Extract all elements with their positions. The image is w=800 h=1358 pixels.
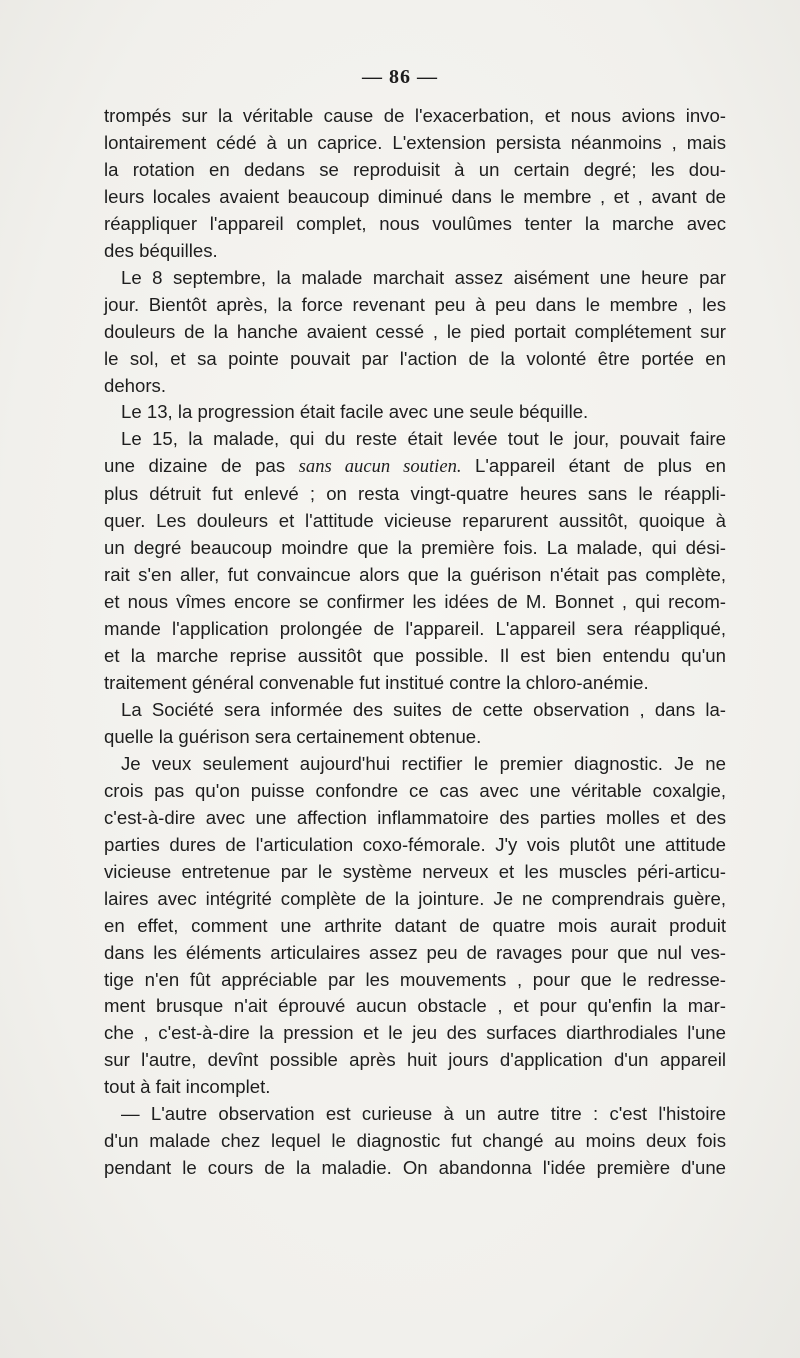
text-line: jour. Bientôt après, la force revenant peu à peu dans le membre , les (104, 293, 726, 315)
text-line: sur l'autre, devînt possible après huit jours d'application d'un appareil (104, 1049, 726, 1071)
text-line: Le 15, la malade, qui du reste était levée tout le jour, pouvait faire (121, 428, 726, 450)
paragraph-7 (104, 1101, 726, 1182)
text-line: leurs locales avaient beaucoup diminué dans le membre , et , avant de (104, 185, 726, 207)
text-line: le sol, et sa pointe pouvait par l'action de la volonté être portée en (104, 347, 726, 369)
text-line: che , c'est-à-dire la pression et le jeu des surfaces diarthrodiales l'une (104, 1022, 726, 1044)
text-line: c'est-à-dire avec une affection inflammatoire des parties molles et des (104, 806, 726, 828)
paragraph-1 (104, 103, 726, 265)
text-line: et nous vîmes encore se confirmer les idées de M. Bonnet , qui recom- (104, 591, 726, 613)
paragraph-3 (104, 399, 726, 426)
text-line: La Société sera informée des suites de cette observation , dans la- (121, 698, 726, 720)
paragraph-5 (104, 697, 726, 751)
text-line: tout à fait incomplet. (104, 1076, 271, 1098)
text-line: douleurs de la hanche avaient cessé , le pied portait complétement sur (104, 320, 726, 342)
text-line: mande l'application prolongée de l'appareil. L'appareil sera réappliqué, (104, 618, 726, 640)
text-line: tige n'en fût appréciable par les mouvements , pour que le redresse- (104, 968, 726, 990)
text-line: plus détruit fut enlevé ; on resta vingt-quatre heures sans le réappli- (104, 483, 726, 505)
text-segment: une dizaine de pas (104, 455, 299, 477)
text-line: et la marche reprise aussitôt que possible. Il est bien entendu qu'un (104, 645, 726, 667)
text-line-with-italic (104, 453, 726, 481)
text-line: d'un malade chez lequel le diagnostic fut changé au moins deux fois (104, 1130, 726, 1152)
text-line: un degré beaucoup moindre que la première fois. La malade, qui dési- (104, 537, 726, 559)
text-line: pendant le cours de la maladie. On abandonna l'idée première d'une (104, 1157, 726, 1179)
text-line: lontairement cédé à un caprice. L'extension persista néanmoins , mais (104, 131, 726, 153)
text-line: crois pas qu'on puisse confondre ce cas avec une véritable coxalgie, (104, 779, 726, 801)
text-line: rait s'en aller, fut convaincue alors que la guérison n'était pas complète, (104, 564, 726, 586)
text-line: trompés sur la véritable cause de l'exacerbation, et nous avions invo- (104, 105, 726, 126)
text-line: Je veux seulement aujourd'hui rectifier le premier diagnostic. Je ne (121, 752, 726, 774)
paragraph-4 (104, 426, 726, 697)
text-line: réappliquer l'appareil complet, nous voulûmes tenter la marche avec (104, 212, 726, 234)
italic-emphasis: sans aucun soutien. (298, 456, 462, 478)
text-line: quelle la guérison sera certainement obtenue. (104, 725, 482, 747)
text-line: Le 8 septembre, la malade marchait assez aisément une heure par (121, 266, 726, 288)
text-line: — L'autre observation est curieuse à un autre titre : c'est l'histoire (121, 1103, 726, 1125)
body-text (104, 103, 726, 1182)
text-segment: L'appareil étant de plus en (461, 455, 726, 477)
page-number: — 86 — (362, 66, 438, 88)
text-line: traitement général convenable fut institué contre la chloro-anémie. (104, 672, 649, 694)
text-line: en effet, comment une arthrite datant de quatre mois aurait produit (104, 914, 726, 936)
paragraph-2 (104, 265, 726, 400)
text-line: dehors. (104, 374, 167, 396)
text-line: ment brusque n'ait éprouvé aucun obstacle , et pour qu'enfin la mar- (104, 995, 726, 1017)
text-line: parties dures de l'articulation coxo-fémorale. J'y vois plutôt une attitude (104, 833, 726, 855)
text-line: des béquilles. (104, 239, 218, 261)
text-line: dans les éléments articulaires assez peu de ravages pour que nul ves- (104, 941, 726, 963)
paragraph-6 (104, 751, 726, 1101)
text-line: la rotation en dedans se reproduisit à un certain degré; les dou- (104, 158, 726, 180)
text-line: vicieuse entretenue par le système nerveux et les muscles péri-articu- (104, 860, 726, 882)
text-line: Le 13, la progression était facile avec une seule béquille. (121, 401, 589, 423)
text-line: laires avec intégrité complète de la jointure. Je ne comprendrais guère, (104, 887, 726, 909)
text-line: quer. Les douleurs et l'attitude vicieuse reparurent aussitôt, quoique à (104, 510, 726, 532)
